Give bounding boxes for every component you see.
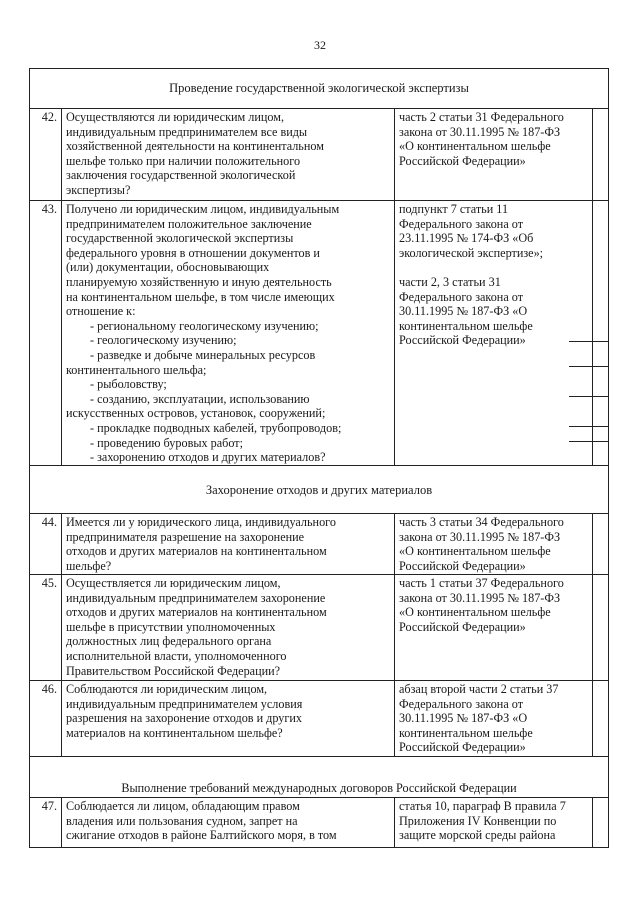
legal-reference: часть 2 статьи 31 Федерального закона от 30.11.1995 № 187-ФЗ «О континентальном шельфе Российской Федерации» (394, 109, 592, 200)
question-text: Осуществляются ли юридическим лицом, индивидуальным предпринимателем все виды хозяйственной деятельности на континентальном шельфе только при наличии положительного заключения государственной экологической экспертизы? (61, 109, 394, 200)
answer-cell (592, 681, 608, 756)
list-item-continuation: искусственных островов, установок, сооружений; (66, 406, 326, 421)
section-header-waste-disposal: Захоронение отходов и других материалов (30, 466, 608, 514)
row-number: 46. (41, 682, 57, 696)
answer-cell (592, 575, 608, 680)
list-item: - захоронению отходов и других материалов? (90, 450, 326, 465)
question-text: Имеется ли у юридического лица, индивидуального предпринимателя разрешение на захоронение отходов и других материалов на континентальном шельфе? (61, 514, 394, 574)
row-number: 44. (41, 515, 57, 529)
table-row-47 (30, 798, 608, 847)
table-row-44 (30, 514, 608, 575)
section-header-international-treaties: Выполнение требований международных договоров Российской Федерации (30, 757, 608, 798)
answer-cell (592, 109, 608, 200)
list-item-continuation: континентального шельфа; (66, 362, 207, 377)
row-number: 45. (41, 576, 57, 590)
legal-reference: часть 3 статьи 34 Федерального закона от 30.11.1995 № 187-ФЗ «О континентальном шельфе Российской Федерации» (394, 514, 592, 574)
page-number: 32 (314, 38, 326, 52)
question-text: Осуществляется ли юридическим лицом, индивидуальным предпринимателем захоронение отходов и других материалов на континентальном шельфе в присутствии уполномоченных должностных лиц федерального органа исполнительной власти, уполномоченного Правительством Российской Федерации? (61, 575, 394, 680)
list-item: - региональному геологическому изучению; (90, 318, 319, 333)
section-header-ecological-expertise: Проведение государственной экологической экспертизы (30, 69, 608, 109)
answer-cell (592, 798, 608, 847)
list-item: - созданию, эксплуатации, использованию (90, 391, 310, 406)
table-row-45 (30, 575, 608, 681)
question-text: Соблюдается ли лицом, обладающим правом владения или пользования судном, запрет на сжигание отходов в районе Балтийского моря, в том (61, 798, 394, 847)
answer-cell (592, 201, 608, 465)
answer-cell (592, 514, 608, 574)
question-text: Соблюдаются ли юридическим лицом, индивидуальным предпринимателем условия разрешения на захоронение отходов и других материалов на континентальном шельфе? (61, 681, 394, 756)
list-item: - прокладке подводных кабелей, трубопроводов; (90, 420, 342, 435)
legal-reference: часть 1 статьи 37 Федерального закона от 30.11.1995 № 187-ФЗ «О континентальном шельфе Российской Федерации» (394, 575, 592, 680)
row-number: 43. (41, 202, 57, 216)
row-number: 47. (41, 799, 57, 813)
legal-reference: статья 10, параграф B правила 7 Приложения IV Конвенции по защите морской среды района (394, 798, 592, 847)
table-row-46 (30, 681, 608, 757)
table-row-42 (30, 109, 608, 201)
question-text: Получено ли юридическим лицом, индивидуальным предпринимателем положительное заключение государственной экологической экспертизы федерального уровня в отношении документов и (или) документации, обосновывающих планируемую хозяйственную и иную деятельность на континентальном шельфе, в том числе имеющих отношение к: - региональному геологическому изучению; - геологическому изучению; - разведке и добыче минеральных ресурсов континентального шельфа; - рыболовству; - созданию, эксплуатации, использованию искусственных островов, установок, сооружений; - прокладке подводных кабелей, трубопроводов; - проведению буровых работ; - захоронению отходов и других материалов? (61, 201, 394, 465)
list-item: - проведению буровых работ; (90, 435, 244, 450)
table-row-43 (30, 201, 608, 466)
list-item: - рыболовству; (90, 377, 167, 392)
list-item: - геологическому изучению; (90, 333, 237, 348)
legal-reference: подпункт 7 статьи 11 Федерального закона от 23.11.1995 № 174-ФЗ «Об экологической экспертизе»; части 2, 3 статьи 31 Федерального закона от 30.11.1995 № 187-ФЗ «О континентальном шельфе Российской Федерации» (394, 201, 592, 465)
list-item: - разведке и добыче минеральных ресурсов (90, 347, 316, 362)
row-number: 42. (41, 110, 57, 124)
inspection-checklist-table (29, 68, 609, 848)
legal-reference: абзац второй части 2 статьи 37 Федерального закона от 30.11.1995 № 187-ФЗ «О континентальном шельфе Российской Федерации» (394, 681, 592, 756)
